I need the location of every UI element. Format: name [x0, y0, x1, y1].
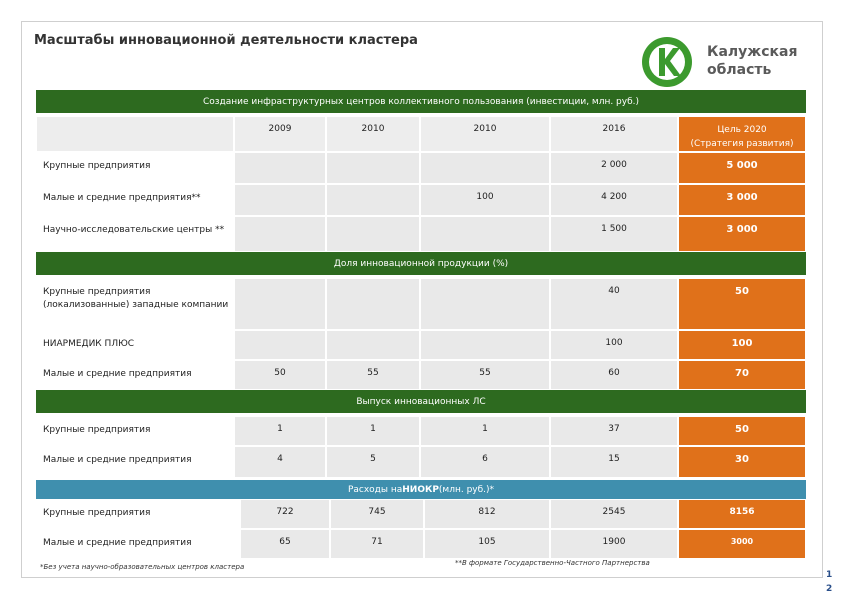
table-cell: [234, 278, 326, 330]
table-cell: 1900: [550, 529, 678, 559]
table-cell: 50: [234, 360, 326, 390]
table-cell: 37: [550, 416, 678, 446]
goal-cell: 70: [678, 360, 806, 390]
section-rnd-expenses-header: Расходы на НИОКР (млн. руб.)*: [36, 480, 806, 499]
table-cell: 812: [424, 499, 550, 529]
row-label: Малые и средние предприятия: [36, 446, 234, 478]
table-cell: 60: [550, 360, 678, 390]
table-cell: 1: [420, 416, 550, 446]
page-number: 1 2: [826, 570, 833, 594]
table-cell: [326, 152, 420, 184]
table-cell: [326, 216, 420, 252]
table-cell: [326, 278, 420, 330]
row-label: Малые и средние предприятия: [36, 360, 234, 390]
table-cell: 5: [326, 446, 420, 478]
goal-cell: 30: [678, 446, 806, 478]
section-infrastructure-header: Создание инфраструктурных центров коллективного пользования (инвестиции, млн. руб.): [36, 90, 806, 113]
section-drug-output-header: Выпуск инновационных ЛС: [36, 390, 806, 413]
row-label: Научно-исследовательские центры **: [36, 216, 234, 252]
row-label: Крупные предприятия: [36, 416, 234, 446]
region-name: Калужская область: [707, 44, 798, 78]
header-blank: [36, 116, 234, 152]
row-label: Малые и средние предприятия: [36, 529, 240, 559]
page-title: Масштабы инновационной деятельности кластера: [34, 33, 418, 48]
goal-cell: 8156: [678, 499, 806, 529]
row-label: Крупные предприятия: [36, 499, 240, 529]
header-year: 2016: [550, 116, 678, 152]
goal-cell: 50: [678, 416, 806, 446]
row-label: НИАРМЕДИК ПЛЮС: [36, 330, 234, 360]
table-cell: [326, 184, 420, 216]
goal-cell: 100: [678, 330, 806, 360]
table-cell: 4 200: [550, 184, 678, 216]
goal-cell: 3 000: [678, 184, 806, 216]
section-innovation-share-header: Доля инновационной продукции (%): [36, 252, 806, 275]
table-cell: 2 000: [550, 152, 678, 184]
table-cell: 745: [330, 499, 424, 529]
header-year: 2009: [234, 116, 326, 152]
table-cell: 55: [420, 360, 550, 390]
header-year: 2010: [420, 116, 550, 152]
table-cell: 6: [420, 446, 550, 478]
row-label: Крупные предприятия (локализованные) западные компании: [36, 278, 234, 330]
table-cell: 71: [330, 529, 424, 559]
table-cell: 722: [240, 499, 330, 529]
footnote-scope: *Без учета научно-образовательных центров кластера: [40, 563, 245, 571]
table-cell: 65: [240, 529, 330, 559]
table-cell: 15: [550, 446, 678, 478]
header-year: 2010: [326, 116, 420, 152]
table-cell: 1: [234, 416, 326, 446]
table-cell: 1 500: [550, 216, 678, 252]
table-cell: [420, 152, 550, 184]
table-cell: 40: [550, 278, 678, 330]
table-cell: 105: [424, 529, 550, 559]
table-cell: 55: [326, 360, 420, 390]
row-label: Крупные предприятия: [36, 152, 234, 184]
goal-cell: 3000: [678, 529, 806, 559]
goal-cell: 5 000: [678, 152, 806, 184]
table-cell: [234, 152, 326, 184]
table-cell: 1: [326, 416, 420, 446]
header-goal: Цель 2020 (Стратегия развития): [678, 116, 806, 152]
region-logo-icon: [641, 36, 693, 88]
table-cell: [234, 216, 326, 252]
table-cell: [234, 184, 326, 216]
table-cell: [326, 330, 420, 360]
table-cell: [420, 330, 550, 360]
table-cell: 100: [550, 330, 678, 360]
table-cell: 2545: [550, 499, 678, 529]
table-cell: [234, 330, 326, 360]
table-cell: 4: [234, 446, 326, 478]
table-cell: 100: [420, 184, 550, 216]
table-cell: [420, 278, 550, 330]
table-cell: [420, 216, 550, 252]
footnote-ppp: **В формате Государственно-Частного Партнерства: [455, 559, 650, 567]
goal-cell: 3 000: [678, 216, 806, 252]
row-label: Малые и средние предприятия**: [36, 184, 234, 216]
goal-cell: 50: [678, 278, 806, 330]
